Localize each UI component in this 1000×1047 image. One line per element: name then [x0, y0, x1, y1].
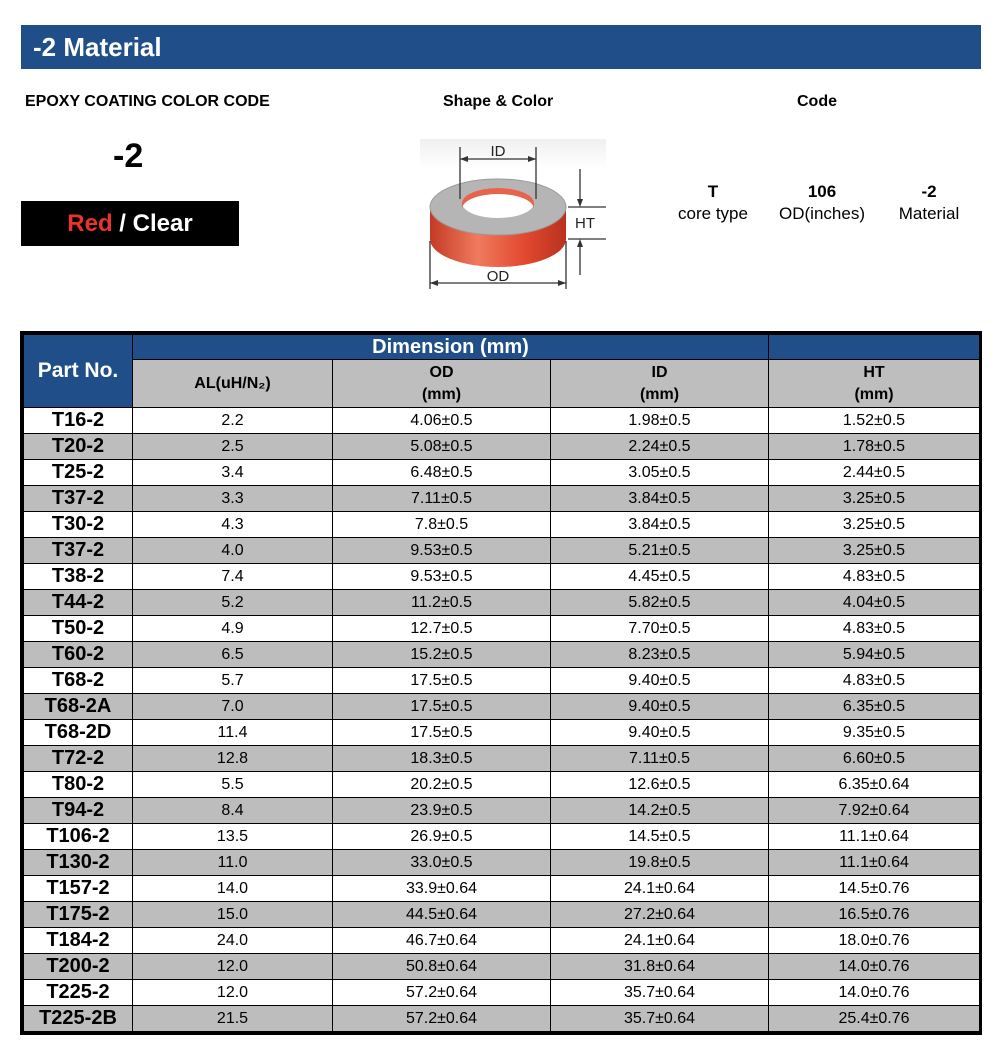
color-red-text: Red [67, 210, 113, 237]
dimension-header: Dimension (mm) [133, 335, 769, 360]
cell-part: T25-2 [24, 460, 133, 486]
cell-id: 27.2±0.64 [551, 902, 769, 928]
cell-od: 5.08±0.5 [333, 434, 551, 460]
cell-part: T68-2D [24, 720, 133, 746]
cell-part: T175-2 [24, 902, 133, 928]
cell-ht: 4.04±0.5 [769, 590, 980, 616]
cell-id: 9.40±0.5 [551, 720, 769, 746]
cell-al: 12.0 [133, 980, 333, 1006]
cell-al: 14.0 [133, 876, 333, 902]
col-header-al: AL(uH/N₂) [133, 360, 333, 408]
cell-al: 3.3 [133, 486, 333, 512]
cell-id: 9.40±0.5 [551, 694, 769, 720]
code-label: Material [898, 204, 960, 223]
table-row [24, 980, 980, 1006]
cell-part: T72-2 [24, 746, 133, 772]
cell-ht: 3.25±0.5 [769, 538, 980, 564]
cell-od: 7.11±0.5 [333, 486, 551, 512]
cell-ht: 5.94±0.5 [769, 642, 980, 668]
cell-part: T16-2 [24, 408, 133, 434]
cell-al: 5.5 [133, 772, 333, 798]
cell-part: T68-2 [24, 668, 133, 694]
cell-al: 4.3 [133, 512, 333, 538]
cell-ht: 16.5±0.76 [769, 902, 980, 928]
dimension-table [23, 334, 980, 1032]
cell-od: 57.2±0.64 [333, 1006, 551, 1032]
cell-part: T130-2 [24, 850, 133, 876]
cell-id: 5.82±0.5 [551, 590, 769, 616]
cell-id: 3.05±0.5 [551, 460, 769, 486]
cell-od: 11.2±0.5 [333, 590, 551, 616]
cell-al: 24.0 [133, 928, 333, 954]
cell-ht: 1.78±0.5 [769, 434, 980, 460]
dimension-header-fill [769, 335, 980, 360]
cell-od: 17.5±0.5 [333, 694, 551, 720]
code-value: -2 [921, 182, 937, 201]
cell-ht: 25.4±0.76 [769, 1006, 980, 1032]
dimension-table-frame [20, 331, 982, 1035]
cell-part: T225-2 [24, 980, 133, 1006]
table-row [24, 1006, 980, 1032]
cell-od: 17.5±0.5 [333, 720, 551, 746]
shape-heading: Shape & Color [443, 93, 554, 110]
cell-ht: 6.60±0.5 [769, 746, 980, 772]
cell-ht: 9.35±0.5 [769, 720, 980, 746]
cell-id: 9.40±0.5 [551, 668, 769, 694]
cell-al: 12.8 [133, 746, 333, 772]
cell-part: T184-2 [24, 928, 133, 954]
cell-part: T225-2B [24, 1006, 133, 1032]
cell-id: 19.8±0.5 [551, 850, 769, 876]
cell-od: 6.48±0.5 [333, 460, 551, 486]
od-label: OD [486, 268, 510, 285]
cell-id: 12.6±0.5 [551, 772, 769, 798]
cell-od: 15.2±0.5 [333, 642, 551, 668]
cell-od: 12.7±0.5 [333, 616, 551, 642]
cell-al: 4.0 [133, 538, 333, 564]
table-row [24, 902, 980, 928]
cell-al: 5.7 [133, 668, 333, 694]
table-row [24, 850, 980, 876]
cell-od: 7.8±0.5 [333, 512, 551, 538]
page-title: -2 Material [21, 25, 981, 69]
cell-al: 3.4 [133, 460, 333, 486]
cell-al: 4.9 [133, 616, 333, 642]
col-header-id: ID (mm) [551, 360, 769, 408]
cell-id: 3.84±0.5 [551, 512, 769, 538]
color-clear-text: / Clear [112, 210, 193, 237]
ht-label: HT [575, 215, 595, 232]
cell-od: 18.3±0.5 [333, 746, 551, 772]
cell-part: T30-2 [24, 512, 133, 538]
table-row [24, 720, 980, 746]
material-number: -2 [113, 137, 144, 175]
cell-part: T68-2A [24, 694, 133, 720]
cell-al: 6.5 [133, 642, 333, 668]
code-core-type [660, 181, 766, 225]
part-no-header: Part No. [24, 335, 133, 408]
cell-id: 35.7±0.64 [551, 980, 769, 1006]
table-row [24, 434, 980, 460]
cell-part: T37-2 [24, 486, 133, 512]
table-row [24, 694, 980, 720]
cell-ht: 14.0±0.76 [769, 954, 980, 980]
table-row [24, 798, 980, 824]
table-row [24, 876, 980, 902]
code-value: T [707, 182, 719, 201]
cell-od: 9.53±0.5 [333, 564, 551, 590]
cell-part: T200-2 [24, 954, 133, 980]
table-row [24, 564, 980, 590]
cell-ht: 18.0±0.76 [769, 928, 980, 954]
code-label: OD(inches) [779, 204, 865, 223]
cell-part: T106-2 [24, 824, 133, 850]
cell-id: 14.5±0.5 [551, 824, 769, 850]
code-label: core type [678, 204, 748, 223]
cell-id: 1.98±0.5 [551, 408, 769, 434]
cell-od: 44.5±0.64 [333, 902, 551, 928]
toroid-core-diagram [420, 139, 610, 291]
cell-od: 57.2±0.64 [333, 980, 551, 1006]
cell-od: 4.06±0.5 [333, 408, 551, 434]
cell-od: 33.0±0.5 [333, 850, 551, 876]
cell-al: 8.4 [133, 798, 333, 824]
table-row [24, 590, 980, 616]
cell-od: 26.9±0.5 [333, 824, 551, 850]
cell-id: 24.1±0.64 [551, 928, 769, 954]
cell-al: 2.2 [133, 408, 333, 434]
table-row [24, 642, 980, 668]
cell-part: T20-2 [24, 434, 133, 460]
cell-ht: 3.25±0.5 [769, 512, 980, 538]
cell-od: 50.8±0.64 [333, 954, 551, 980]
cell-id: 5.21±0.5 [551, 538, 769, 564]
cell-ht: 14.5±0.76 [769, 876, 980, 902]
cell-ht: 1.52±0.5 [769, 408, 980, 434]
cell-od: 33.9±0.64 [333, 876, 551, 902]
table-row [24, 538, 980, 564]
diagram-background [420, 139, 606, 169]
cell-id: 14.2±0.5 [551, 798, 769, 824]
cell-ht: 11.1±0.64 [769, 824, 980, 850]
cell-ht: 4.83±0.5 [769, 668, 980, 694]
cell-al: 12.0 [133, 954, 333, 980]
cell-id: 24.1±0.64 [551, 876, 769, 902]
color-code-badge [21, 201, 239, 246]
cell-id: 31.8±0.64 [551, 954, 769, 980]
cell-al: 15.0 [133, 902, 333, 928]
cell-al: 13.5 [133, 824, 333, 850]
table-row [24, 668, 980, 694]
cell-id: 2.24±0.5 [551, 434, 769, 460]
cell-part: T94-2 [24, 798, 133, 824]
cell-part: T157-2 [24, 876, 133, 902]
cell-id: 7.11±0.5 [551, 746, 769, 772]
col-header-od: OD (mm) [333, 360, 551, 408]
col-header-ht: HT (mm) [769, 360, 980, 408]
cell-al: 21.5 [133, 1006, 333, 1032]
cell-id: 4.45±0.5 [551, 564, 769, 590]
cell-ht: 2.44±0.5 [769, 460, 980, 486]
cell-part: T50-2 [24, 616, 133, 642]
table-row [24, 954, 980, 980]
cell-od: 17.5±0.5 [333, 668, 551, 694]
cell-part: T60-2 [24, 642, 133, 668]
table-row [24, 616, 980, 642]
cell-al: 2.5 [133, 434, 333, 460]
cell-od: 23.9±0.5 [333, 798, 551, 824]
table-row [24, 486, 980, 512]
cell-ht: 6.35±0.5 [769, 694, 980, 720]
table-row [24, 512, 980, 538]
cell-id: 35.7±0.64 [551, 1006, 769, 1032]
code-value: 106 [807, 182, 837, 201]
table-body [24, 408, 980, 1032]
cell-ht: 4.83±0.5 [769, 616, 980, 642]
cell-ht: 6.35±0.64 [769, 772, 980, 798]
cell-part: T37-2 [24, 538, 133, 564]
table-row [24, 824, 980, 850]
cell-od: 9.53±0.5 [333, 538, 551, 564]
cell-ht: 11.1±0.64 [769, 850, 980, 876]
cell-od: 20.2±0.5 [333, 772, 551, 798]
table-row [24, 460, 980, 486]
id-label: ID [490, 143, 506, 160]
cell-id: 8.23±0.5 [551, 642, 769, 668]
cell-id: 3.84±0.5 [551, 486, 769, 512]
cell-od: 46.7±0.64 [333, 928, 551, 954]
cell-ht: 14.0±0.76 [769, 980, 980, 1006]
cell-part: T80-2 [24, 772, 133, 798]
code-od [768, 181, 876, 225]
cell-id: 7.70±0.5 [551, 616, 769, 642]
table-row [24, 928, 980, 954]
cell-al: 5.2 [133, 590, 333, 616]
epoxy-heading: EPOXY COATING COLOR CODE [25, 93, 270, 110]
cell-ht: 7.92±0.64 [769, 798, 980, 824]
cell-ht: 4.83±0.5 [769, 564, 980, 590]
code-heading: Code [797, 93, 837, 110]
table-row [24, 746, 980, 772]
table-row [24, 408, 980, 434]
cell-al: 11.4 [133, 720, 333, 746]
cell-al: 11.0 [133, 850, 333, 876]
cell-al: 7.0 [133, 694, 333, 720]
code-material [880, 181, 978, 225]
cell-al: 7.4 [133, 564, 333, 590]
table-row [24, 772, 980, 798]
cell-ht: 3.25±0.5 [769, 486, 980, 512]
cell-part: T44-2 [24, 590, 133, 616]
cell-part: T38-2 [24, 564, 133, 590]
